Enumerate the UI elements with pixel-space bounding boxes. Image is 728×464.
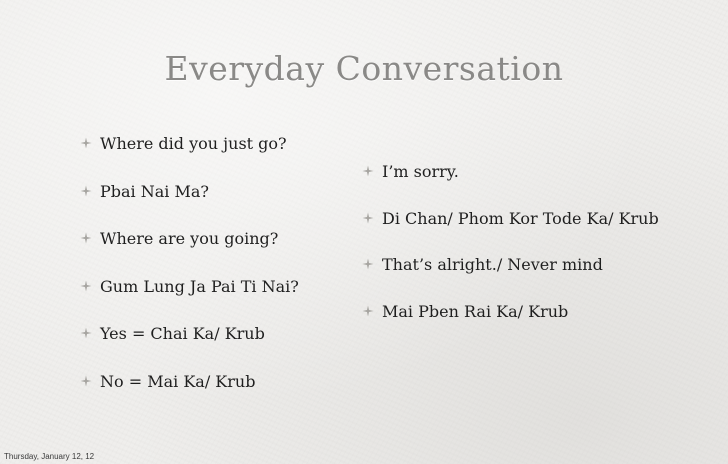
bullet-text: That’s alright./ Never mind bbox=[382, 255, 603, 274]
list-item bbox=[362, 302, 659, 349]
bullet-text: Gum Lung Ja Pai Ti Nai? bbox=[100, 276, 299, 296]
bullet-text: Where did you just go? bbox=[100, 134, 287, 153]
list-item bbox=[80, 324, 299, 372]
bullet-text: I’m sorry. bbox=[382, 162, 459, 181]
bullet-text: Where are you going? bbox=[100, 229, 279, 248]
four-point-star-icon bbox=[362, 305, 374, 317]
list-item bbox=[362, 162, 659, 209]
four-point-star-icon bbox=[80, 280, 92, 292]
list-item bbox=[80, 277, 299, 325]
left-bullet-list bbox=[80, 134, 299, 419]
bullet-text: Yes = Chai Ka/ Krub bbox=[100, 324, 265, 343]
list-item bbox=[80, 134, 299, 182]
four-point-star-icon bbox=[362, 212, 374, 224]
four-point-star-icon bbox=[80, 375, 92, 387]
footer-date: Thursday, January 12, 12 bbox=[4, 452, 95, 461]
list-item bbox=[80, 182, 299, 230]
list-item bbox=[362, 209, 659, 256]
four-point-star-icon bbox=[80, 327, 92, 339]
four-point-star-icon bbox=[362, 258, 374, 270]
list-item bbox=[80, 372, 299, 420]
list-item bbox=[362, 255, 659, 302]
four-point-star-icon bbox=[80, 232, 92, 244]
slide-title: Everyday Conversation bbox=[164, 49, 564, 88]
bullet-text: Mai Pben Rai Ka/ Krub bbox=[382, 301, 569, 321]
four-point-star-icon bbox=[80, 185, 92, 197]
right-bullet-list bbox=[362, 162, 659, 348]
bullet-text: Di Chan/ Phom Kor Tode Ka/ Krub bbox=[382, 208, 659, 228]
four-point-star-icon bbox=[80, 137, 92, 149]
four-point-star-icon bbox=[362, 165, 374, 177]
bullet-text: Pbai Nai Ma? bbox=[100, 181, 209, 201]
list-item bbox=[80, 229, 299, 277]
bullet-text: No = Mai Ka/ Krub bbox=[100, 371, 256, 391]
